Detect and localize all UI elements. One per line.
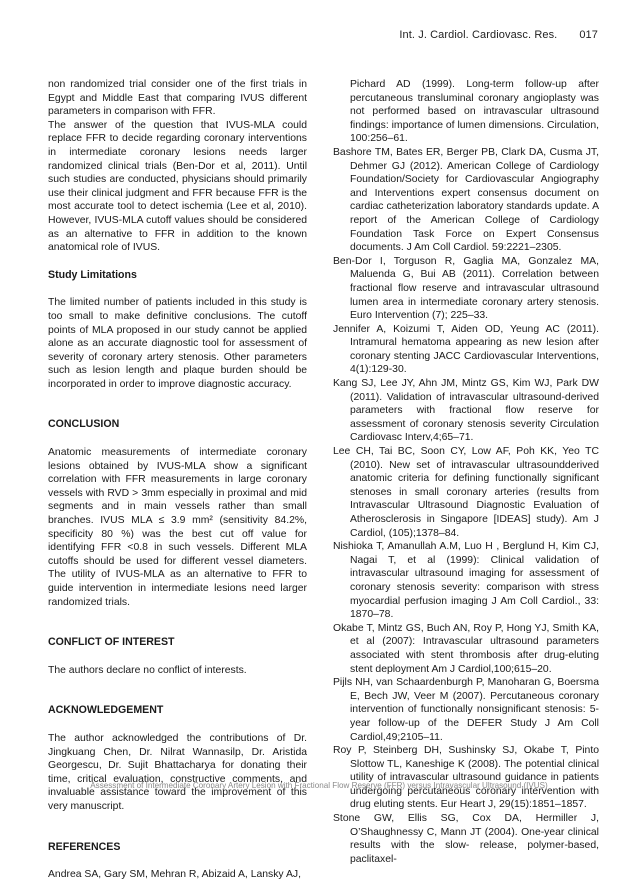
reference-first-entry: Andrea SA, Gary SM, Mehran R, Abizaid A, Lansky AJ, xyxy=(48,869,301,881)
reference-okabe: Okabe T, Mintz GS, Buch AN, Roy P, Hong YJ, Smith KA, et al (2007): Intravascular ultrasound parameters associated with stent thrombosis after drug-eluting stent deployment Am J Cardiol,100;615–20. xyxy=(333,622,599,675)
references-heading: REFERENCES xyxy=(48,840,121,853)
reference-roy: Roy P, Steinberg DH, Sushinsky SJ, Okabe T, Pinto Slottow TL, Kaneshige K (2008). The potential clinical utility of intravascular ultrasound guidance in patients undergoing percutaneous coronary intervention with drug eluting stents. Eur Heart J, 29(15):1851–1857. xyxy=(333,745,599,811)
study-limitations-heading: Study Limitations xyxy=(48,268,137,281)
left-column xyxy=(48,78,307,882)
reference-pijls: Pijls NH, van Schaardenburgh P, Manoharan G, Boersma E, Bech JW, Veer M (2007). Percutaneous coronary intervention of functionally nonsignificant stenosis: 5-year follow-up of the DEFER Study J Am Coll Cardiol,49;2105–11. xyxy=(333,677,599,743)
conflict-text: The authors declare no conflict of interests. xyxy=(48,664,247,676)
reference-bashore: Bashore TM, Bates ER, Berger PB, Clark DA, Cusma JT, Dehmer GJ (2012). American College of Cardiology Foundation/Society for Cardiovascular Angiography and Interventions expert consensus document on cardiac catheterization laboratory standards update. A report of the American College of Cardiology Foundation Task Force on Expert Consensus documents. J Am Coll Cardiol. 59:2221–2305. xyxy=(333,146,599,254)
conclusion-heading: CONCLUSION xyxy=(48,418,120,431)
reference-stone: Stone GW, Ellis SG, Cox DA, Hermiller J, O’Shaughnessy C, Mann JT (2004). One-year clinical results with the slow- release, polymer-based, paclitaxel- xyxy=(333,813,599,865)
reference-lee: Lee CH, Tai BC, Soon CY, Low AF, Poh KK, Yeo TC (2010). New set of intravascular ultrasoundderived anatomic criteria for defining functionally significant stenoses in small coronary arteries (results from Intravascular Ultrasound Diagnostic Evaluation of Atherosclerosis in Singapore [IDEAS] study). Am J Cardiol, (105);1378–84. xyxy=(333,446,599,539)
reference-continuation: Pichard AD (1999). Long-term follow-up after percutaneous transluminal coronary angioplasty was not performed based on intravascular ultrasound findings: importance of lumen dimensions. Circulation, 100:256–61. xyxy=(350,79,599,145)
acknowledgement-heading: ACKNOWLEDGEMENT xyxy=(48,704,164,717)
journal-name: Int. J. Cardiol. Cardiovasc. Res. xyxy=(399,29,558,41)
reference-ben-dor: Ben-Dor I, Torguson R, Gaglia MA, Gonzalez MA, Maluenda G, Bui AB (2011). Correlation between fractional flow reserve and intravascular ultrasound lumen area in intermediate coronary artery stenosis. Euro Intervention (7); 225–33. xyxy=(333,255,599,322)
running-footer: Assessment of Intermediate Coronary Artery Lesion with Fractional Flow Reserve (FFR) versus Intravascular Ultrasound (IVUS) xyxy=(90,781,548,790)
reference-jennifer: Jennifer A, Koizumi T, Aiden OD, Yeung AC (2011). Intramural hematoma appearing as new lesion after coronary stenting JACC Cardiovascular Interventions, 4(1):129-30. xyxy=(333,323,599,376)
page-number: 017 xyxy=(579,29,598,41)
intro-paragraph-2: The answer of the question that IVUS-MLA could replace FFR to decide regarding coronary interventions in intermediate coronary lesions needs larger randomized clinical trials (Ben-Dor et al, 2011). Until such studies are conducted, physicians should primarily use their clinical judgment and FFR because FFR is the most accurate tool to detect ischemia (Lee et al, 2010). However, IVUS-MLA cutoff values should be considered as an alternative to FFR in addition to the known anatomical role of IVUS. xyxy=(48,119,307,254)
study-limitations-text: The limited number of patients included in this study is too small to make definitive conclusions. The cutoff points of MLA proposed in our study cannot be applied alone as an accurate diagnostic tool for assessment of severity of coronary artery stenosis. Other parameters such as lesion length and plaque burden should be incorporated in order to improve diagnostic accuracy. xyxy=(48,297,307,390)
running-header xyxy=(399,29,598,41)
reference-nishioka: Nishioka T, Amanullah A.M, Luo H , Berglund H, Kim CJ, Nagai T, et al (1999): Clinical validation of intravascular ultrasound imaging for assessment of coronary stenosis severity: comparison with stress myocardial perfusion imaging J Am Coll Cardiol., 33: 1870–78. xyxy=(333,541,599,621)
reference-kang: Kang SJ, Lee JY, Ahn JM, Mintz GS, Kim WJ, Park DW (2011). Validation of intravascular ultrasound-derived parameters with fractional flow reserve for assessment of coronary stenosis severity Circulation Cardiovasc Interv,4;65–71. xyxy=(333,378,599,444)
intro-paragraph-1: non randomized trial consider one of the first trials in Egypt and Middle East that comparing IVUS different parameters in comparison with FFR. xyxy=(48,79,307,118)
conflict-heading: CONFLICT OF INTEREST xyxy=(48,636,175,649)
conclusion-text: Anatomic measurements of intermediate coronary lesions obtained by IVUS-MLA show a significant correlation with FFR measurements in large coronary vessels with RVD > 3mm especially in proximal and mid segments and in main vessels rather than small branches. IVUS MLA ≤ 3.9 mm² (sensitivity 84.2%, specificity 80 %) was the best cut off value for identifying FFR <0.8 in such vessels. Different MLA cutoffs should be used for different vessel diameters. The utility of IVUS-MLA as an alternative to FFR to guide intervention in intermediate lesions need larger randomized trials. xyxy=(48,447,307,608)
right-column xyxy=(333,78,599,866)
acknowledgement-text: The author acknowledged the contributions of Dr. Jingkuang Chen, Dr. Nilrat Wannasilp, Dr. Aristida Georgescu, Dr. Sujit Bhattacharya for donating their time, critical evaluation, constructive comments, and invaluable assistance toward the improvement of this very manuscript. xyxy=(48,732,307,812)
